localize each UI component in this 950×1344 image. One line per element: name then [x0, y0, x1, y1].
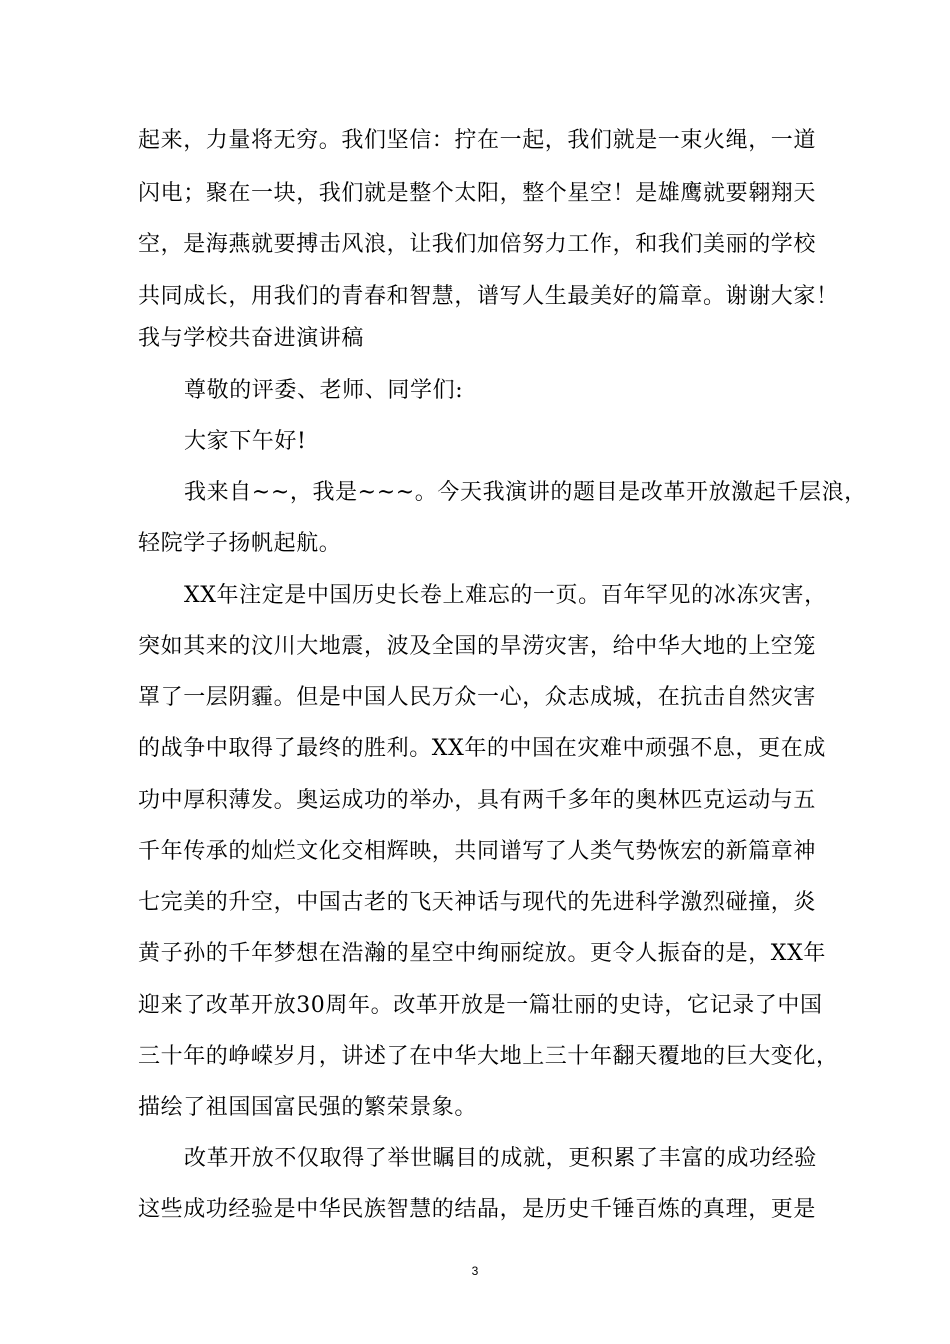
text-line: 突如其来的汶川大地震，波及全国的旱涝灾害，给中华大地的上空笼: [138, 634, 817, 659]
text-line: XX年注定是中国历史长卷上难忘的一页。百年罕见的冰冻灾害，: [184, 583, 827, 608]
text-line: 罩了一层阴霾。但是中国人民万众一心，众志成城，在抗击自然灾害: [138, 685, 817, 710]
text-line: 我来自~~，我是~~~。今天我演讲的题目是改革开放激起千层浪，: [184, 480, 867, 505]
text-line: 功中厚积薄发。奥运成功的举办，具有两千多年的奥林匹克运动与五: [138, 788, 817, 813]
text-line: 起来，力量将无穷。我们坚信：拧在一起，我们就是一束火绳，一道: [138, 128, 817, 153]
text-line: 改革开放不仅取得了举世瞩目的成就，更积累了丰富的成功经验: [184, 1146, 817, 1171]
text-line: 七完美的升空，中国古老的飞天神话与现代的先进科学激烈碰撞，炎: [138, 890, 817, 915]
text-line: 轻院学子扬帆起航。: [138, 531, 342, 556]
text-line: 千年传承的灿烂文化交相辉映，共同谱写了人类气势恢宏的新篇章神: [138, 839, 817, 864]
salutation: 尊敬的评委、老师、同学们:: [184, 378, 464, 403]
text-line: 三十年的峥嵘岁月，讲述了在中华大地上三十年翻天覆地的巨大变化，: [138, 1044, 839, 1069]
greeting: 大家下午好!: [184, 429, 307, 454]
text-line: 空，是海燕就要搏击风浪，让我们加倍努力工作，和我们美丽的学校: [138, 232, 817, 257]
text-line: 的战争中取得了最终的胜利。XX年的中国在灾难中顽强不息，更在成: [138, 736, 826, 761]
text-line: 闪电；聚在一块，我们就是整个太阳，整个星空！是雄鹰就要翱翔天: [138, 181, 817, 206]
document-title: 我与学校共奋进演讲稿: [138, 326, 365, 351]
text-line: 迎来了改革开放30周年。改革开放是一篇壮丽的史诗，它记录了中国: [138, 993, 823, 1018]
page-number: 3: [471, 1264, 479, 1278]
text-line: 黄子孙的千年梦想在浩瀚的星空中绚丽绽放。更令人振奋的是，XX年: [138, 941, 826, 966]
text-line: 共同成长，用我们的青春和智慧，谱写人生最美好的篇章。谢谢大家！: [138, 284, 839, 309]
text-line: 描绘了祖国国富民强的繁荣景象。: [138, 1095, 478, 1120]
text-line: 这些成功经验是中华民族智慧的结晶，是历史千锤百炼的真理，更是: [138, 1197, 817, 1222]
